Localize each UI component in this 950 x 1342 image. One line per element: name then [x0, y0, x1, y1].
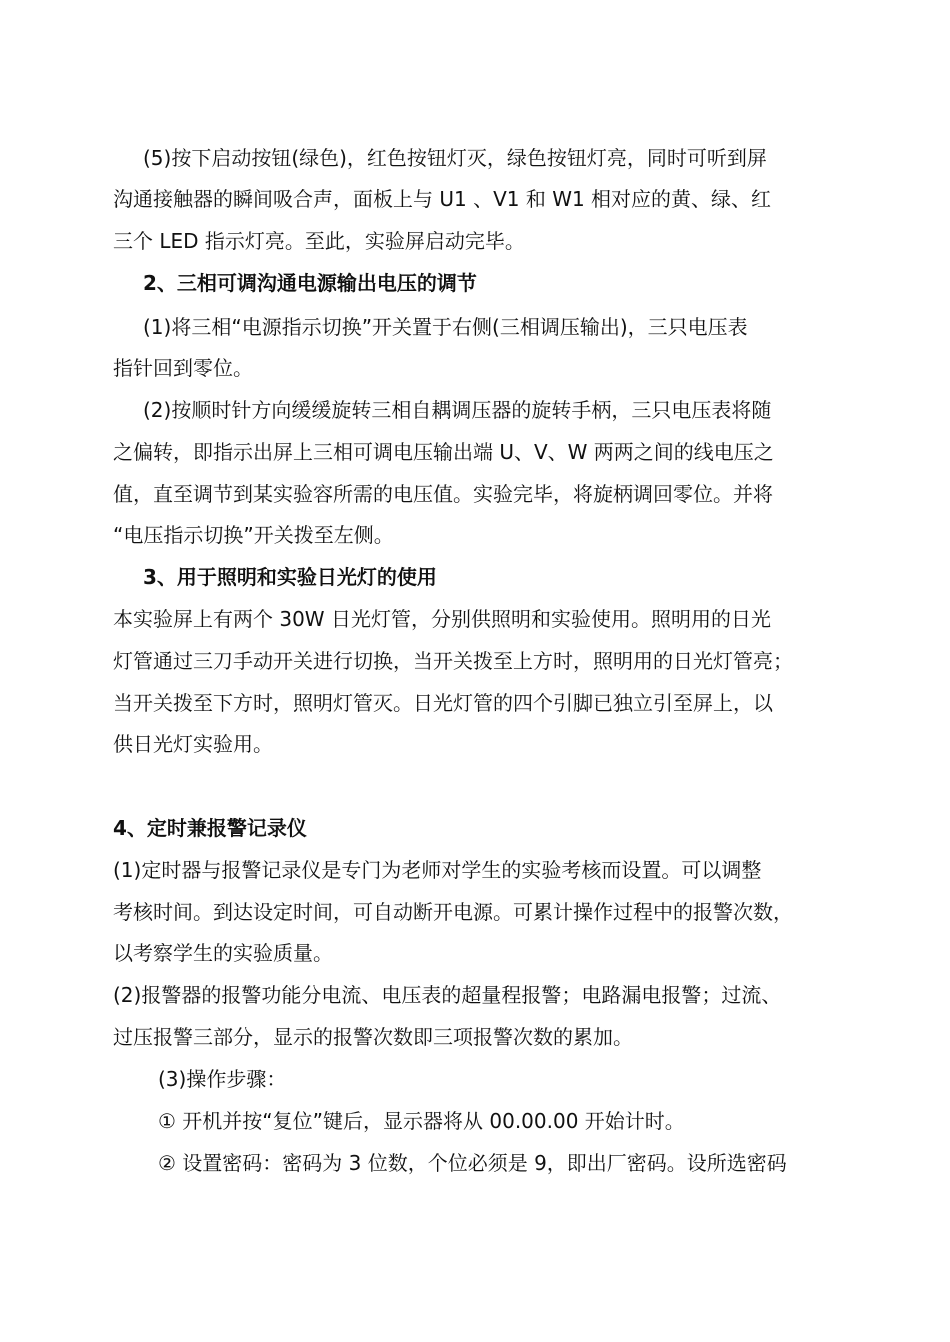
- paragraph-line: 当开关拨至下方时，照明灯管灭。日光灯管的四个引脚已独立引至屏上，以: [113, 691, 773, 715]
- paragraph-line: “电压指示切换”开关拨至左侧。: [113, 523, 394, 547]
- section-heading: 2、三相可调沟通电源输出电压的调节: [143, 271, 477, 295]
- paragraph-line: (2)按顺时针方向缓缓旋转三相自耦调压器的旋转手柄，三只电压表将随: [143, 398, 772, 422]
- section-heading: 3、用于照明和实验日光灯的使用: [143, 565, 437, 589]
- paragraph-line: 值，直至调节到某实验容所需的电压值。实验完毕，将旋柄调回零位。并将: [113, 482, 773, 506]
- paragraph-line: 以考察学生的实验质量。: [113, 941, 333, 965]
- paragraph-line: ① 开机并按“复位”键后，显示器将从 00.00.00 开始计时。: [158, 1109, 685, 1133]
- paragraph-line: (5)按下启动按钮(绿色)，红色按钮灯灭，绿色按钮灯亮，同时可听到屏: [143, 146, 767, 170]
- section-heading: 4、定时兼报警记录仪: [113, 816, 307, 840]
- paragraph-line: 沟通接触器的瞬间吸合声，面板上与 U1 、V1 和 W1 相对应的黄、绿、红: [113, 187, 772, 211]
- paragraph-line: 三个 LED 指示灯亮。至此，实验屏启动完毕。: [113, 229, 525, 253]
- paragraph-line: 本实验屏上有两个 30W 日光灯管，分别供照明和实验使用。照明用的日光: [113, 607, 771, 631]
- paragraph-line: (3)操作步骤：: [158, 1067, 287, 1091]
- paragraph-line: (2)报警器的报警功能分电流、电压表的超量程报警；电路漏电报警；过流、: [113, 983, 782, 1007]
- paragraph-line: (1)将三相“电源指示切换”开关置于右侧(三相调压输出)，三只电压表: [143, 315, 748, 339]
- paragraph-line: ② 设置密码：密码为 3 位数，个位必须是 9，即出厂密码。设所选密码: [158, 1151, 787, 1175]
- paragraph-line: 供日光灯实验用。: [113, 732, 273, 756]
- paragraph-line: 过压报警三部分，显示的报警次数即三项报警次数的累加。: [113, 1025, 633, 1049]
- paragraph-line: 考核时间。到达设定时间，可自动断开电源。可累计操作过程中的报警次数，: [113, 900, 793, 924]
- paragraph-line: 之偏转，即指示出屏上三相可调电压输出端 U、V、W 两两之间的线电压之: [113, 440, 774, 464]
- paragraph-line: 指针回到零位。: [113, 356, 253, 380]
- paragraph-line: 灯管通过三刀手动开关进行切换，当开关拨至上方时，照明用的日光灯管亮；: [113, 649, 793, 673]
- paragraph-line: (1)定时器与报警记录仪是专门为老师对学生的实验考核而设置。可以调整: [113, 858, 762, 882]
